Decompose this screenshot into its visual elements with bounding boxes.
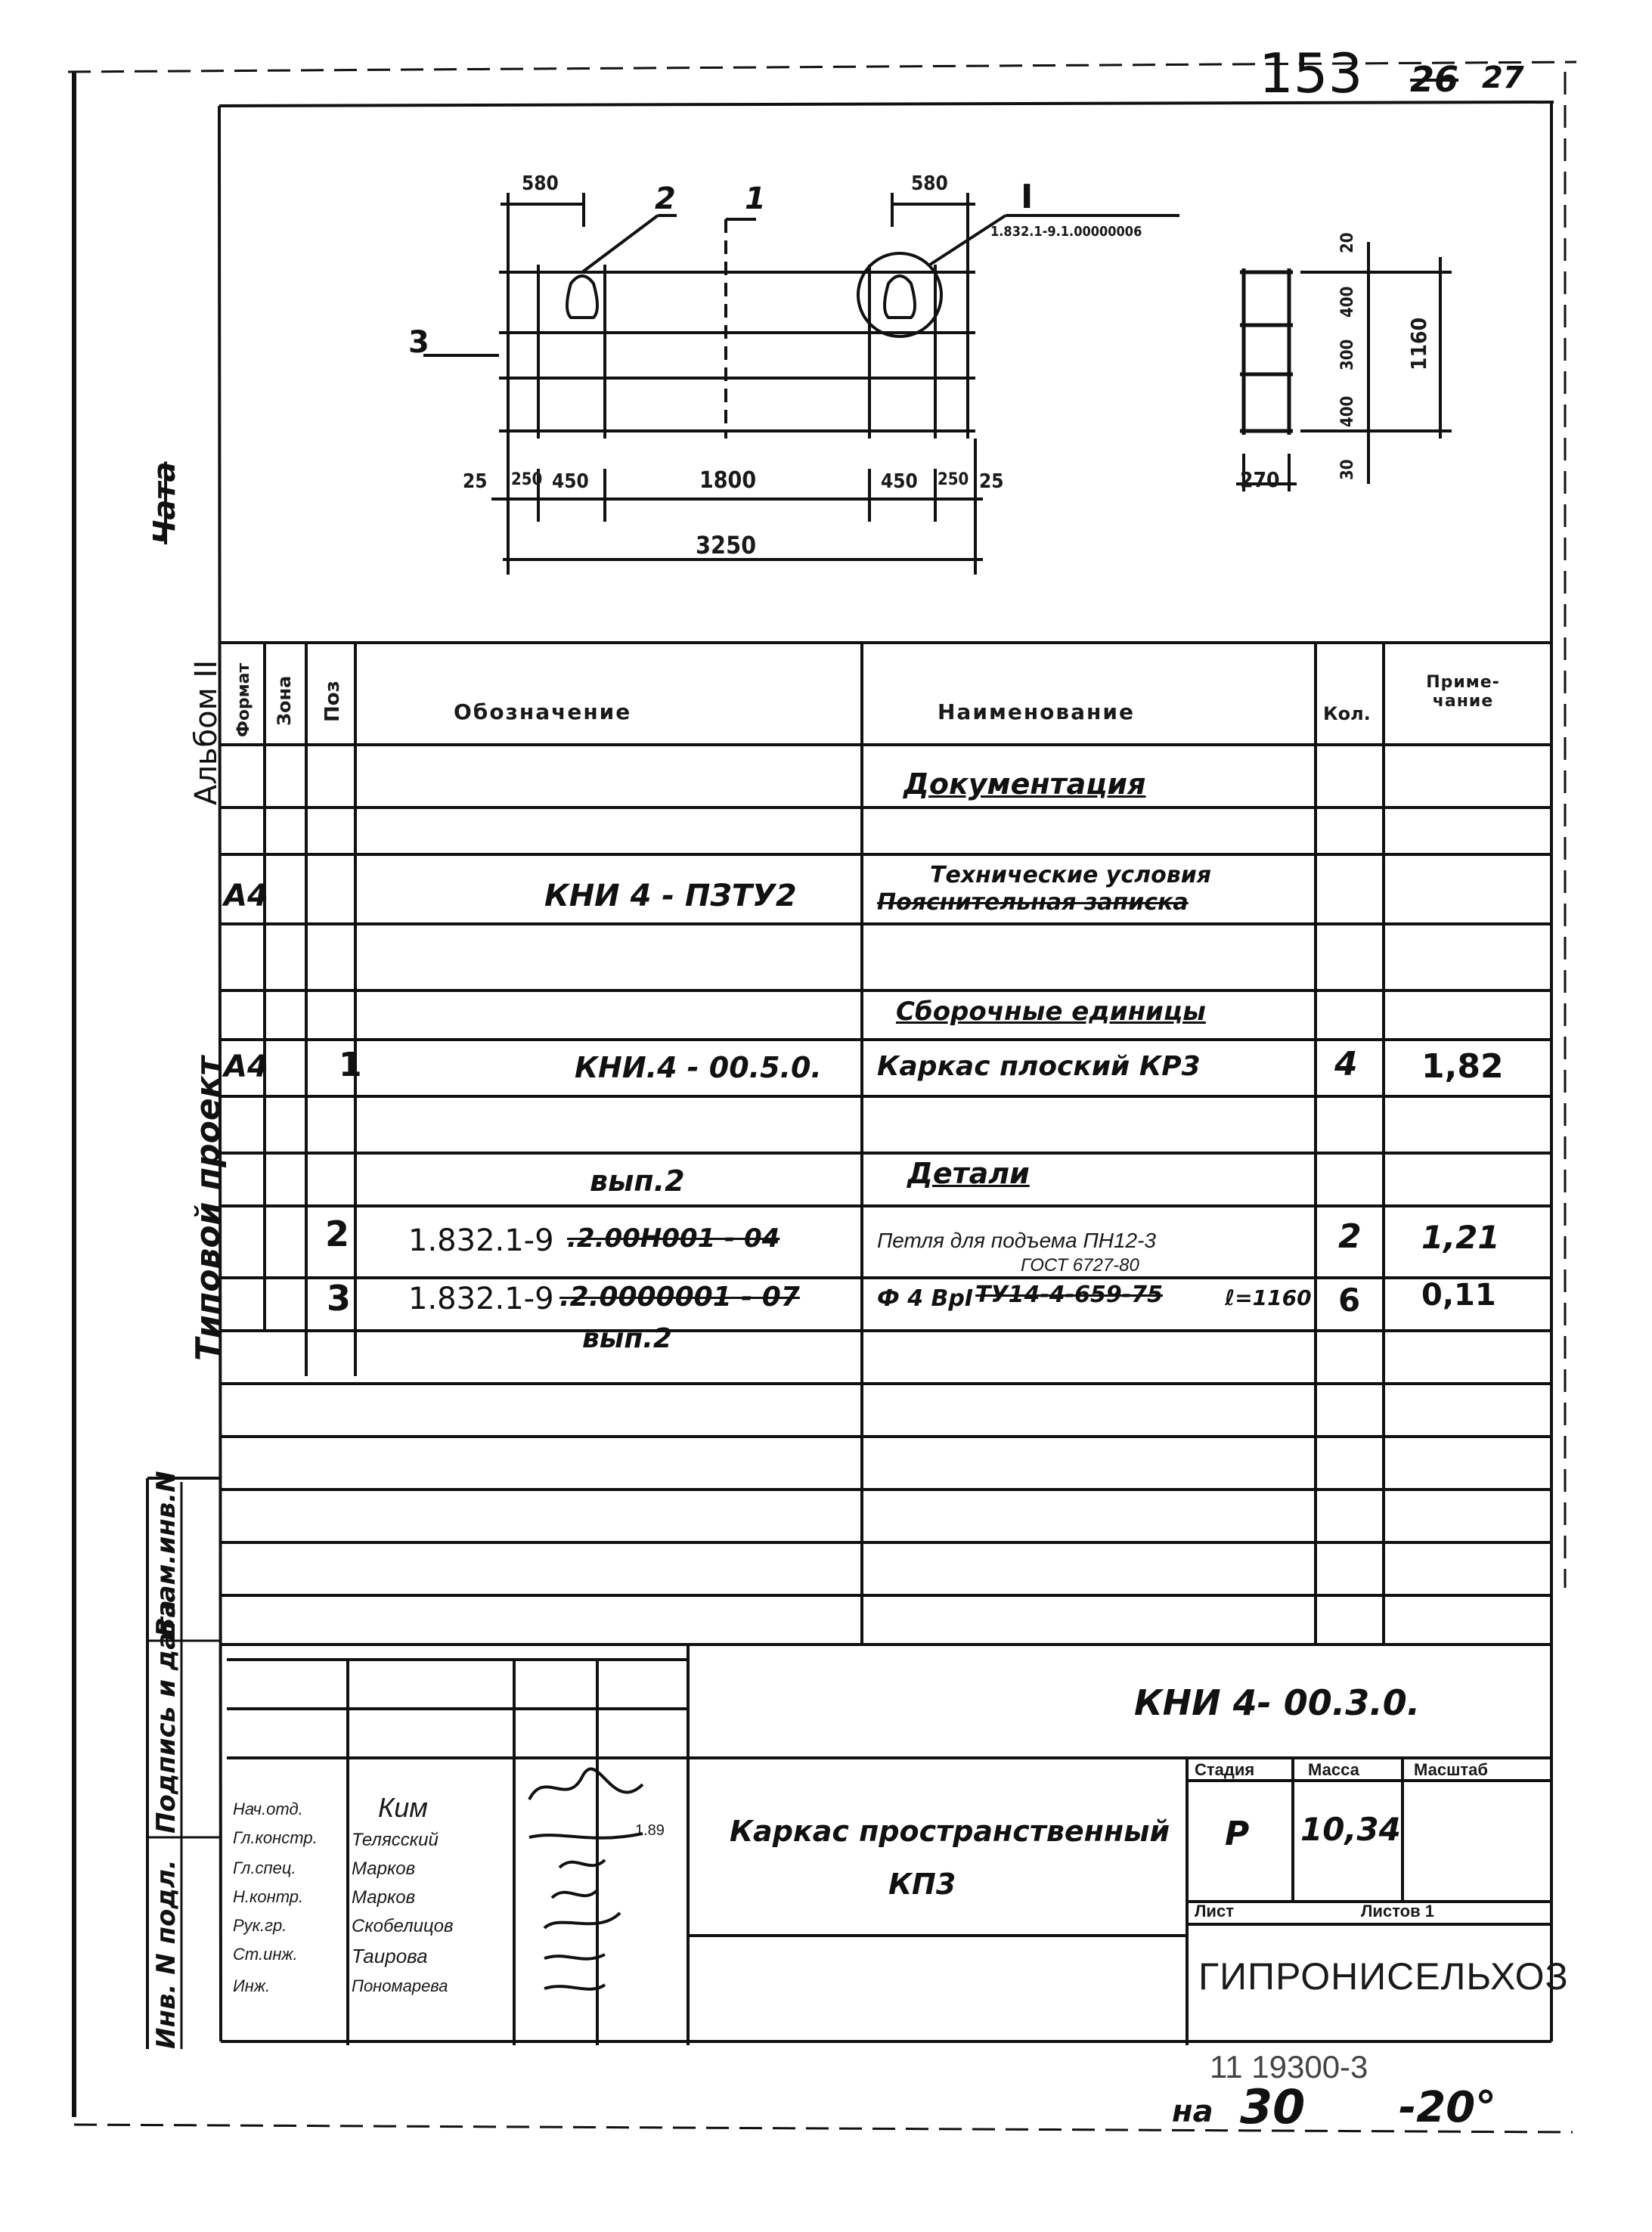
- side-stamp-signature-date: Подпись и дата: [151, 1600, 181, 1834]
- row2-designation: КНИ.4 - 00.5.0.: [575, 1051, 822, 1084]
- signer-role-4: Рук.гр.: [233, 1916, 287, 1935]
- footer-note-b: 30: [1240, 2079, 1306, 2134]
- section-view: [1240, 268, 1293, 435]
- row4-name-struck: ТУ14-4-659-75: [975, 1282, 1163, 1308]
- signer-role-3: Н.контр.: [233, 1887, 304, 1906]
- row3-name: Петля для подъема ПН12-3: [877, 1229, 1156, 1252]
- row4-pos: 3: [327, 1278, 352, 1319]
- section-dim-0: 20: [1338, 232, 1357, 253]
- callout-2: 2: [655, 181, 676, 216]
- callout-I: I: [1021, 178, 1034, 216]
- row3-designation: 1.832.1-9: [408, 1223, 554, 1258]
- header-name: Наименование: [938, 699, 1135, 724]
- sheets-label: Листов 1: [1361, 1902, 1434, 1920]
- section-dim-1: 400: [1338, 286, 1357, 318]
- header-pos: Поз: [321, 680, 344, 722]
- project-label: Типовой проект: [189, 1056, 228, 1361]
- margin-scribble: Чата: [147, 461, 182, 544]
- side-stamp-inventory: Инв. N подл.: [151, 1859, 181, 2049]
- row3-designation-above: вып.2: [590, 1164, 685, 1198]
- organization-name: ГИПРОНИСЕЛЬХОЗ: [1198, 1955, 1569, 1998]
- section-dim-4: 30: [1338, 459, 1357, 480]
- mass-value: 10,34: [1300, 1811, 1401, 1848]
- dim-bottom-4: 450: [881, 470, 918, 493]
- side-stamp-replacement: Взам.инв.N: [151, 1471, 181, 1637]
- mass-label: Масса: [1308, 1760, 1359, 1779]
- row1-format: А4: [224, 879, 268, 913]
- signer-name-3: Марков: [352, 1887, 416, 1908]
- row4-name-suffix: ℓ=1160: [1225, 1285, 1312, 1310]
- sign-date: 1.89: [635, 1822, 665, 1839]
- signer-role-0: Нач.отд.: [233, 1800, 303, 1818]
- stage-value: Р: [1225, 1815, 1250, 1853]
- section-dim-2: 300: [1338, 339, 1357, 370]
- section-documentation: Документация: [903, 767, 1146, 801]
- footer-note-a: на: [1172, 2094, 1213, 2129]
- signer-name-0: Ким: [378, 1792, 428, 1823]
- dim-top-left: 580: [522, 172, 559, 195]
- footer-note-c: -20°: [1399, 2083, 1497, 2132]
- row3-note: 1,21: [1421, 1219, 1500, 1256]
- row1-name-struck: Пояснительная записка: [877, 889, 1189, 916]
- row4-name-above: ГОСТ 6727-80: [1021, 1255, 1139, 1276]
- row2-qty: 4: [1334, 1045, 1358, 1083]
- section-dim-3: 400: [1338, 395, 1357, 427]
- row3-qty: 2: [1338, 1217, 1362, 1256]
- row3-designation-struck: .2.00Н001 - 04: [567, 1223, 780, 1254]
- dim-bottom-0: 25: [463, 470, 488, 493]
- signer-name-2: Марков: [352, 1858, 416, 1879]
- footer-code: 11 19300-3: [1210, 2049, 1368, 2085]
- row4-qty: 6: [1338, 1282, 1361, 1319]
- row2-format: А4: [224, 1049, 268, 1084]
- row2-pos: 1: [339, 1046, 362, 1084]
- header-format: Формат: [234, 662, 253, 737]
- dim-bottom-5: 250: [938, 470, 969, 489]
- signer-role-2: Гл.спец.: [233, 1858, 296, 1877]
- row2-note: 1,82: [1421, 1047, 1504, 1086]
- row3-pos: 2: [325, 1214, 350, 1254]
- row4-note: 0,11: [1421, 1278, 1496, 1313]
- signatures-graphic: [514, 1762, 680, 2004]
- callout-I-reference: 1.832.1-9.1.00000006: [990, 224, 1142, 240]
- header-zone: Зона: [274, 675, 295, 726]
- row4-designation-below: вып.2: [582, 1323, 672, 1354]
- dim-bottom-3: 1800: [699, 467, 757, 494]
- stage-label: Стадия: [1195, 1760, 1255, 1779]
- signer-name-1: Телясский: [352, 1830, 439, 1850]
- signer-role-6: Инж.: [233, 1976, 271, 1995]
- header-designation: Обозначение: [454, 699, 632, 724]
- header-note: Приме-чание: [1426, 673, 1500, 711]
- row1-designation: КНИ 4 - ПЗТУ2: [544, 879, 797, 913]
- page-number: 153: [1259, 42, 1363, 105]
- section-assembly: Сборочные единицы: [896, 997, 1206, 1027]
- dim-bottom-6: 25: [979, 470, 1004, 493]
- signer-name-4: Скобелицов: [352, 1916, 454, 1936]
- dim-bottom-1: 250: [511, 470, 543, 489]
- signer-role-1: Гл.констр.: [233, 1828, 318, 1847]
- row2-name: Каркас плоский КР3: [877, 1051, 1201, 1082]
- signer-name-6: Пономарева: [352, 1976, 448, 1995]
- dim-top-right: 580: [911, 172, 948, 195]
- row1-name: Технические условия: [930, 862, 1211, 888]
- row4-designation: 1.832.1-9: [408, 1282, 554, 1316]
- callout-3: 3: [408, 325, 429, 360]
- row4-name: Ф 4 ВрI: [877, 1285, 974, 1312]
- album-label: Альбом II: [189, 659, 224, 805]
- page-number-alt: 27: [1482, 60, 1524, 95]
- overall-length: 3250: [696, 531, 757, 560]
- document-title-line1: Каркас пространственный: [730, 1815, 1170, 1848]
- section-width: 270: [1240, 467, 1280, 492]
- signer-name-5: Таирова: [352, 1945, 428, 1967]
- sheet-label: Лист: [1195, 1902, 1234, 1920]
- signer-role-5: Ст.инж.: [233, 1945, 298, 1964]
- spec-table-lines: [221, 643, 1551, 1645]
- document-title-line2: КП3: [888, 1868, 956, 1901]
- section-height: 1160: [1406, 317, 1431, 370]
- header-qty: Кол.: [1323, 703, 1371, 724]
- row4-designation-struck: .2.0000001 - 07: [559, 1282, 800, 1313]
- dim-bottom-2: 450: [552, 470, 589, 493]
- section-details: Детали: [907, 1157, 1030, 1190]
- page-number-struck: 26: [1410, 59, 1459, 100]
- scale-label: Масштаб: [1414, 1760, 1489, 1779]
- callout-1: 1: [745, 181, 766, 216]
- document-code: КНИ 4- 00.3.0.: [1134, 1682, 1421, 1723]
